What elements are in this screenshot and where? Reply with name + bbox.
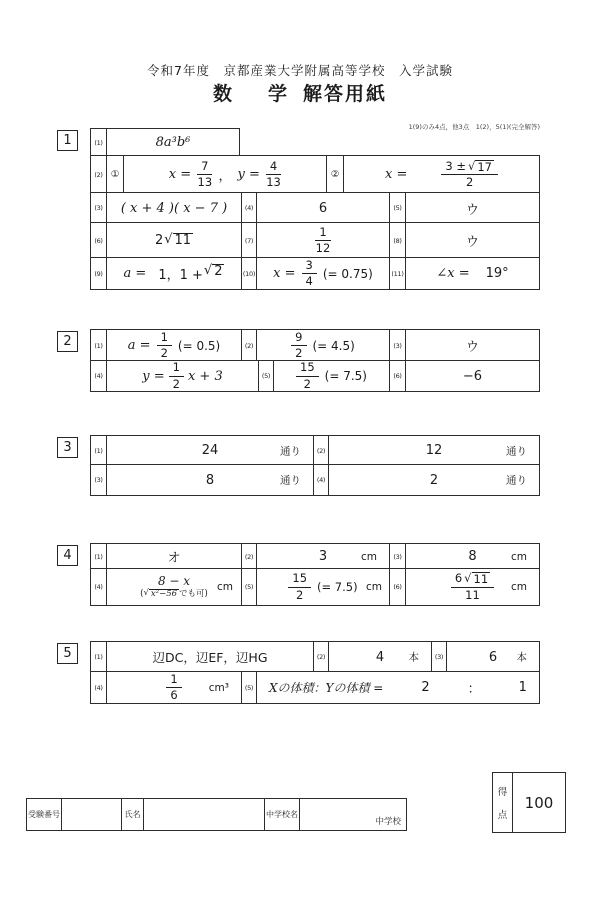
score-number: 100 (524, 793, 554, 812)
radicand: x²−56 (150, 589, 178, 600)
table1-row4 (90, 222, 540, 259)
answer-cell-4-4 (106, 569, 241, 605)
answer-label: (1) (94, 138, 103, 147)
answer-cell-1-3 (106, 193, 241, 223)
answer-cell-4-5 (256, 569, 389, 605)
radicand: 11 (174, 232, 192, 248)
answer-text: 19° (485, 266, 509, 281)
answer-label: (1) (94, 552, 103, 561)
unit-text: cm (360, 550, 377, 563)
answer-cell-3-3 (106, 465, 313, 495)
fraction-denominator: 11 (465, 587, 480, 602)
ratio-colon: ： (467, 682, 481, 697)
question-number-2: 2 (57, 331, 78, 352)
sqrt-expression (204, 264, 225, 279)
decimal-equivalent: (= 4.5) (312, 338, 355, 353)
table1-row3 (90, 192, 540, 224)
answer-value: 6 (488, 649, 498, 665)
answer-alternative (140, 589, 208, 600)
answer-label: (3) (389, 330, 405, 361)
answer-value: 3 (318, 549, 328, 564)
fraction (166, 673, 181, 702)
score-box (492, 772, 566, 833)
answer-cell-1-10 (256, 258, 389, 289)
answer-label: (2) (94, 170, 103, 179)
subject-char-2: 学 (267, 83, 289, 105)
unit-text: cm³ (208, 681, 229, 694)
radical-answer (155, 233, 193, 248)
radical-answer (158, 264, 224, 283)
fraction (197, 160, 212, 189)
answer-label: (1) (94, 341, 103, 350)
answer-cell-5-2 (328, 642, 431, 672)
fraction (302, 259, 317, 288)
sub-number-2: ② (326, 156, 343, 193)
numerator-prefix: 3 ± (445, 158, 466, 173)
equation-label: ∠x = (436, 266, 470, 281)
fraction-denominator: 6 (170, 688, 178, 702)
answer-label: (4) (94, 583, 103, 591)
equation-label: y = (142, 368, 165, 384)
answer-label: (5) (258, 361, 273, 391)
ratio-label: Xの体積：Yの体積 = (269, 681, 384, 695)
answer-cell-1-7 (256, 223, 389, 258)
fraction (451, 572, 494, 602)
answer-label: (10) (241, 258, 256, 289)
fraction-denominator: 2 (295, 346, 303, 360)
exam-title: 令和7年度 京都産業大学附属高等学校 入学試験 (147, 63, 453, 78)
answer-label: (11) (389, 258, 405, 289)
open-paren: ( (140, 589, 144, 600)
equation-label: x = (273, 266, 296, 281)
fraction-numerator: 1 (166, 673, 181, 688)
table3-row2 (90, 464, 540, 496)
answer-text: 6 (318, 200, 328, 216)
fraction (266, 160, 281, 189)
coefficient: 2 (154, 232, 164, 248)
answer-value: 12 (425, 443, 443, 458)
fraction-denominator: 2 (172, 376, 180, 391)
school-suffix: 中学校 (375, 817, 401, 827)
answer-text: オ (167, 551, 181, 566)
answer-cell-2-6 (405, 361, 539, 391)
answer-label: (5) (389, 193, 405, 223)
decimal-equivalent: (= 0.5) (177, 338, 221, 353)
fraction (291, 331, 306, 360)
answer-label: (4) (94, 372, 103, 380)
answer-label: (9) (94, 269, 103, 278)
answer-label: (3) (431, 642, 446, 672)
answer-label: (6) (389, 361, 405, 391)
answer-with-alternative (140, 574, 208, 600)
answer-label: (2) (241, 330, 256, 361)
radicand: 11 (473, 572, 489, 587)
table2-row2 (90, 360, 540, 392)
decimal-equivalent: (= 7.5) (317, 580, 358, 594)
fraction-numerator: 3 (302, 259, 317, 274)
answer-cell-1-2a (123, 156, 326, 193)
answer-cell-3-4 (328, 465, 539, 495)
answer-cell-1-9 (106, 258, 241, 289)
equation-label: x = (168, 167, 192, 182)
answer-cell-5-4 (106, 672, 241, 703)
ratio-value-2: 1 (518, 680, 527, 695)
value-prefix: 1，1 + (158, 268, 203, 283)
fraction-numerator: 1 (157, 331, 172, 346)
answer-cell-5-3 (446, 642, 539, 672)
unit-text: 通り (506, 445, 527, 457)
answer-cell-4-6 (405, 569, 539, 605)
unit-text: 通り (506, 474, 527, 487)
table4-row2 (90, 568, 540, 606)
school-name-field[interactable] (299, 799, 406, 830)
answer-label: (7) (241, 223, 256, 258)
scoring-note: 1(9)のみ4点，他3点 1(2)，5(1)(完全解答) (408, 123, 540, 131)
coefficient: 6 (454, 571, 463, 586)
fraction (288, 572, 311, 601)
answer-label: (5) (241, 672, 256, 703)
unit-text: 通り (280, 474, 301, 487)
answer-cell-1-8 (405, 223, 539, 258)
answer-cell-3-2 (328, 436, 539, 465)
expression-tail: x + 3 (187, 368, 223, 384)
answer-cell-1-6 (106, 223, 241, 258)
answer-cell-2-2 (256, 330, 389, 361)
answer-text: ( x + 4 )( x − 7 ) (120, 200, 228, 216)
radical-sign: √ (164, 231, 173, 247)
answer-label: (3) (389, 544, 405, 569)
answer-cell-1-5 (405, 193, 539, 223)
score-label (493, 773, 512, 832)
question-number-3: 3 (57, 437, 78, 458)
fraction-numerator: 1 (315, 226, 330, 241)
table2-row1 (90, 329, 540, 362)
school-name-label: 中学校名 (264, 799, 299, 830)
score-value (512, 773, 565, 832)
answer-cell-4-2 (256, 544, 389, 569)
answer-text: −6 (462, 368, 483, 384)
table5-row2 (90, 671, 540, 704)
answer-label: (2) (313, 436, 328, 465)
radical-sign: √ (203, 263, 213, 278)
answer-cell-4-1 (106, 544, 241, 569)
fraction-denominator: 13 (197, 175, 213, 189)
question-number-1: 1 (57, 130, 78, 151)
radicand: 2 (214, 264, 223, 279)
unit-text: 本 (408, 651, 419, 664)
table3-row1 (90, 435, 540, 466)
answer-label: (3) (94, 204, 103, 212)
name-field[interactable] (143, 799, 264, 830)
table4-row1 (90, 543, 540, 570)
radical-sign: √ (468, 158, 476, 173)
question-number-5: 5 (57, 643, 78, 664)
exam-number-field[interactable] (61, 799, 121, 830)
answer-cell-5-5 (256, 672, 539, 703)
score-label-char-2: 点 (497, 810, 508, 822)
answer-label: (1) (94, 653, 103, 661)
equation-label: a = (127, 338, 151, 353)
fraction-denominator: 13 (266, 175, 281, 189)
answer-text: 8a³b⁶ (155, 135, 191, 150)
decimal-equivalent: (= 7.5) (324, 369, 367, 383)
fraction-numerator: 4 (266, 160, 281, 175)
answer-cell-1-1 (106, 129, 239, 156)
fraction-numerator (441, 160, 498, 176)
fraction-numerator: 15 (296, 361, 319, 376)
table5-row1 (90, 641, 540, 673)
sqrt-expression (464, 572, 490, 586)
answer-text: ウ (465, 340, 479, 355)
equation-label: y = (237, 167, 260, 182)
answer-label: (1) (94, 446, 103, 455)
answer-value: 2 (429, 472, 439, 488)
answer-cell-1-11 (405, 258, 539, 289)
answer-label: (4) (94, 683, 103, 692)
fraction-numerator (451, 572, 494, 588)
equation-label: x = (385, 167, 408, 182)
answer-label: (6) (94, 236, 103, 245)
unit-text: cm (365, 581, 382, 593)
doc-type: 解答用紙 (303, 83, 388, 105)
fraction-numerator: 9 (291, 331, 306, 346)
question-number-4: 4 (57, 545, 78, 566)
sqrt-expression (468, 160, 494, 174)
radical-sign: √ (464, 571, 472, 586)
name-label: 氏名 (121, 799, 143, 830)
unit-text: 本 (516, 651, 527, 664)
answer-label: (5) (241, 569, 256, 605)
answer-cell-2-3 (405, 330, 539, 361)
answer-label: (4) (313, 465, 328, 495)
sqrt-expression (164, 233, 193, 248)
subject-char-1: 数 (212, 83, 234, 105)
equation-label: a = (123, 266, 147, 281)
answer-label: (8) (389, 223, 405, 258)
unit-text: cm (510, 581, 527, 593)
answer-value: 24 (201, 443, 219, 458)
fraction-denominator: 4 (305, 274, 313, 288)
answer-text: ウ (465, 235, 479, 250)
exam-number-label: 受験番号 (28, 810, 60, 819)
fraction-denominator: 2 (466, 175, 474, 190)
answer-cell-1-4 (256, 193, 389, 223)
fraction-numerator: 7 (197, 160, 212, 175)
fraction-denominator: 2 (160, 346, 168, 360)
sqrt-expression (143, 589, 179, 599)
student-info-row (26, 798, 407, 831)
answer-label: (4) (241, 193, 256, 223)
sheet-title (0, 79, 600, 106)
fraction (441, 160, 498, 190)
answer-value: 8 (468, 549, 477, 564)
answer-text: 辺DC，辺EF，辺HG (152, 650, 268, 665)
table1-row2 (90, 155, 540, 194)
answer-cell-1-2b (343, 156, 539, 193)
answer-text: ウ (465, 202, 479, 218)
decimal-equivalent: (= 0.75) (322, 266, 373, 281)
fraction-denominator: 12 (315, 241, 331, 255)
fraction-numerator: 15 (288, 572, 311, 587)
answer-label: (2) (241, 544, 256, 569)
answer-cell-5-1 (106, 642, 313, 672)
unit-text: cm (216, 581, 233, 593)
answer-value: 8 (205, 472, 215, 488)
score-label-char-1: 得 (497, 786, 508, 798)
sub-number-1: ① (106, 156, 123, 193)
unit-text: 通り (280, 445, 301, 457)
table1-row1 (90, 128, 240, 157)
radical-sign: √ (143, 588, 149, 599)
fraction-numerator: 1 (169, 361, 184, 376)
answer-label: (3) (94, 476, 103, 484)
answer-cell-4-3 (405, 544, 539, 569)
answer-label: (2) (313, 642, 328, 672)
answer-label: (6) (389, 569, 405, 605)
fraction (169, 361, 184, 390)
answer-cell-2-1 (106, 330, 241, 361)
fraction-denominator: 2 (296, 587, 304, 602)
separator-comma: ， (218, 169, 232, 184)
alternative-note: でも可) (179, 589, 208, 600)
answer-value: 4 (375, 649, 385, 665)
fraction (296, 361, 319, 390)
answer-cell-3-1 (106, 436, 313, 465)
table1-row5 (90, 257, 540, 290)
fraction-denominator: 2 (303, 376, 311, 391)
fraction (157, 331, 172, 360)
ratio-value-1: 2 (421, 680, 430, 695)
fraction (315, 226, 330, 255)
unit-text: cm (510, 550, 527, 563)
answer-cell-2-5 (273, 361, 389, 391)
answer-main: 8 − x (157, 574, 191, 589)
radicand: 17 (477, 159, 492, 174)
answer-cell-2-4 (106, 361, 258, 391)
